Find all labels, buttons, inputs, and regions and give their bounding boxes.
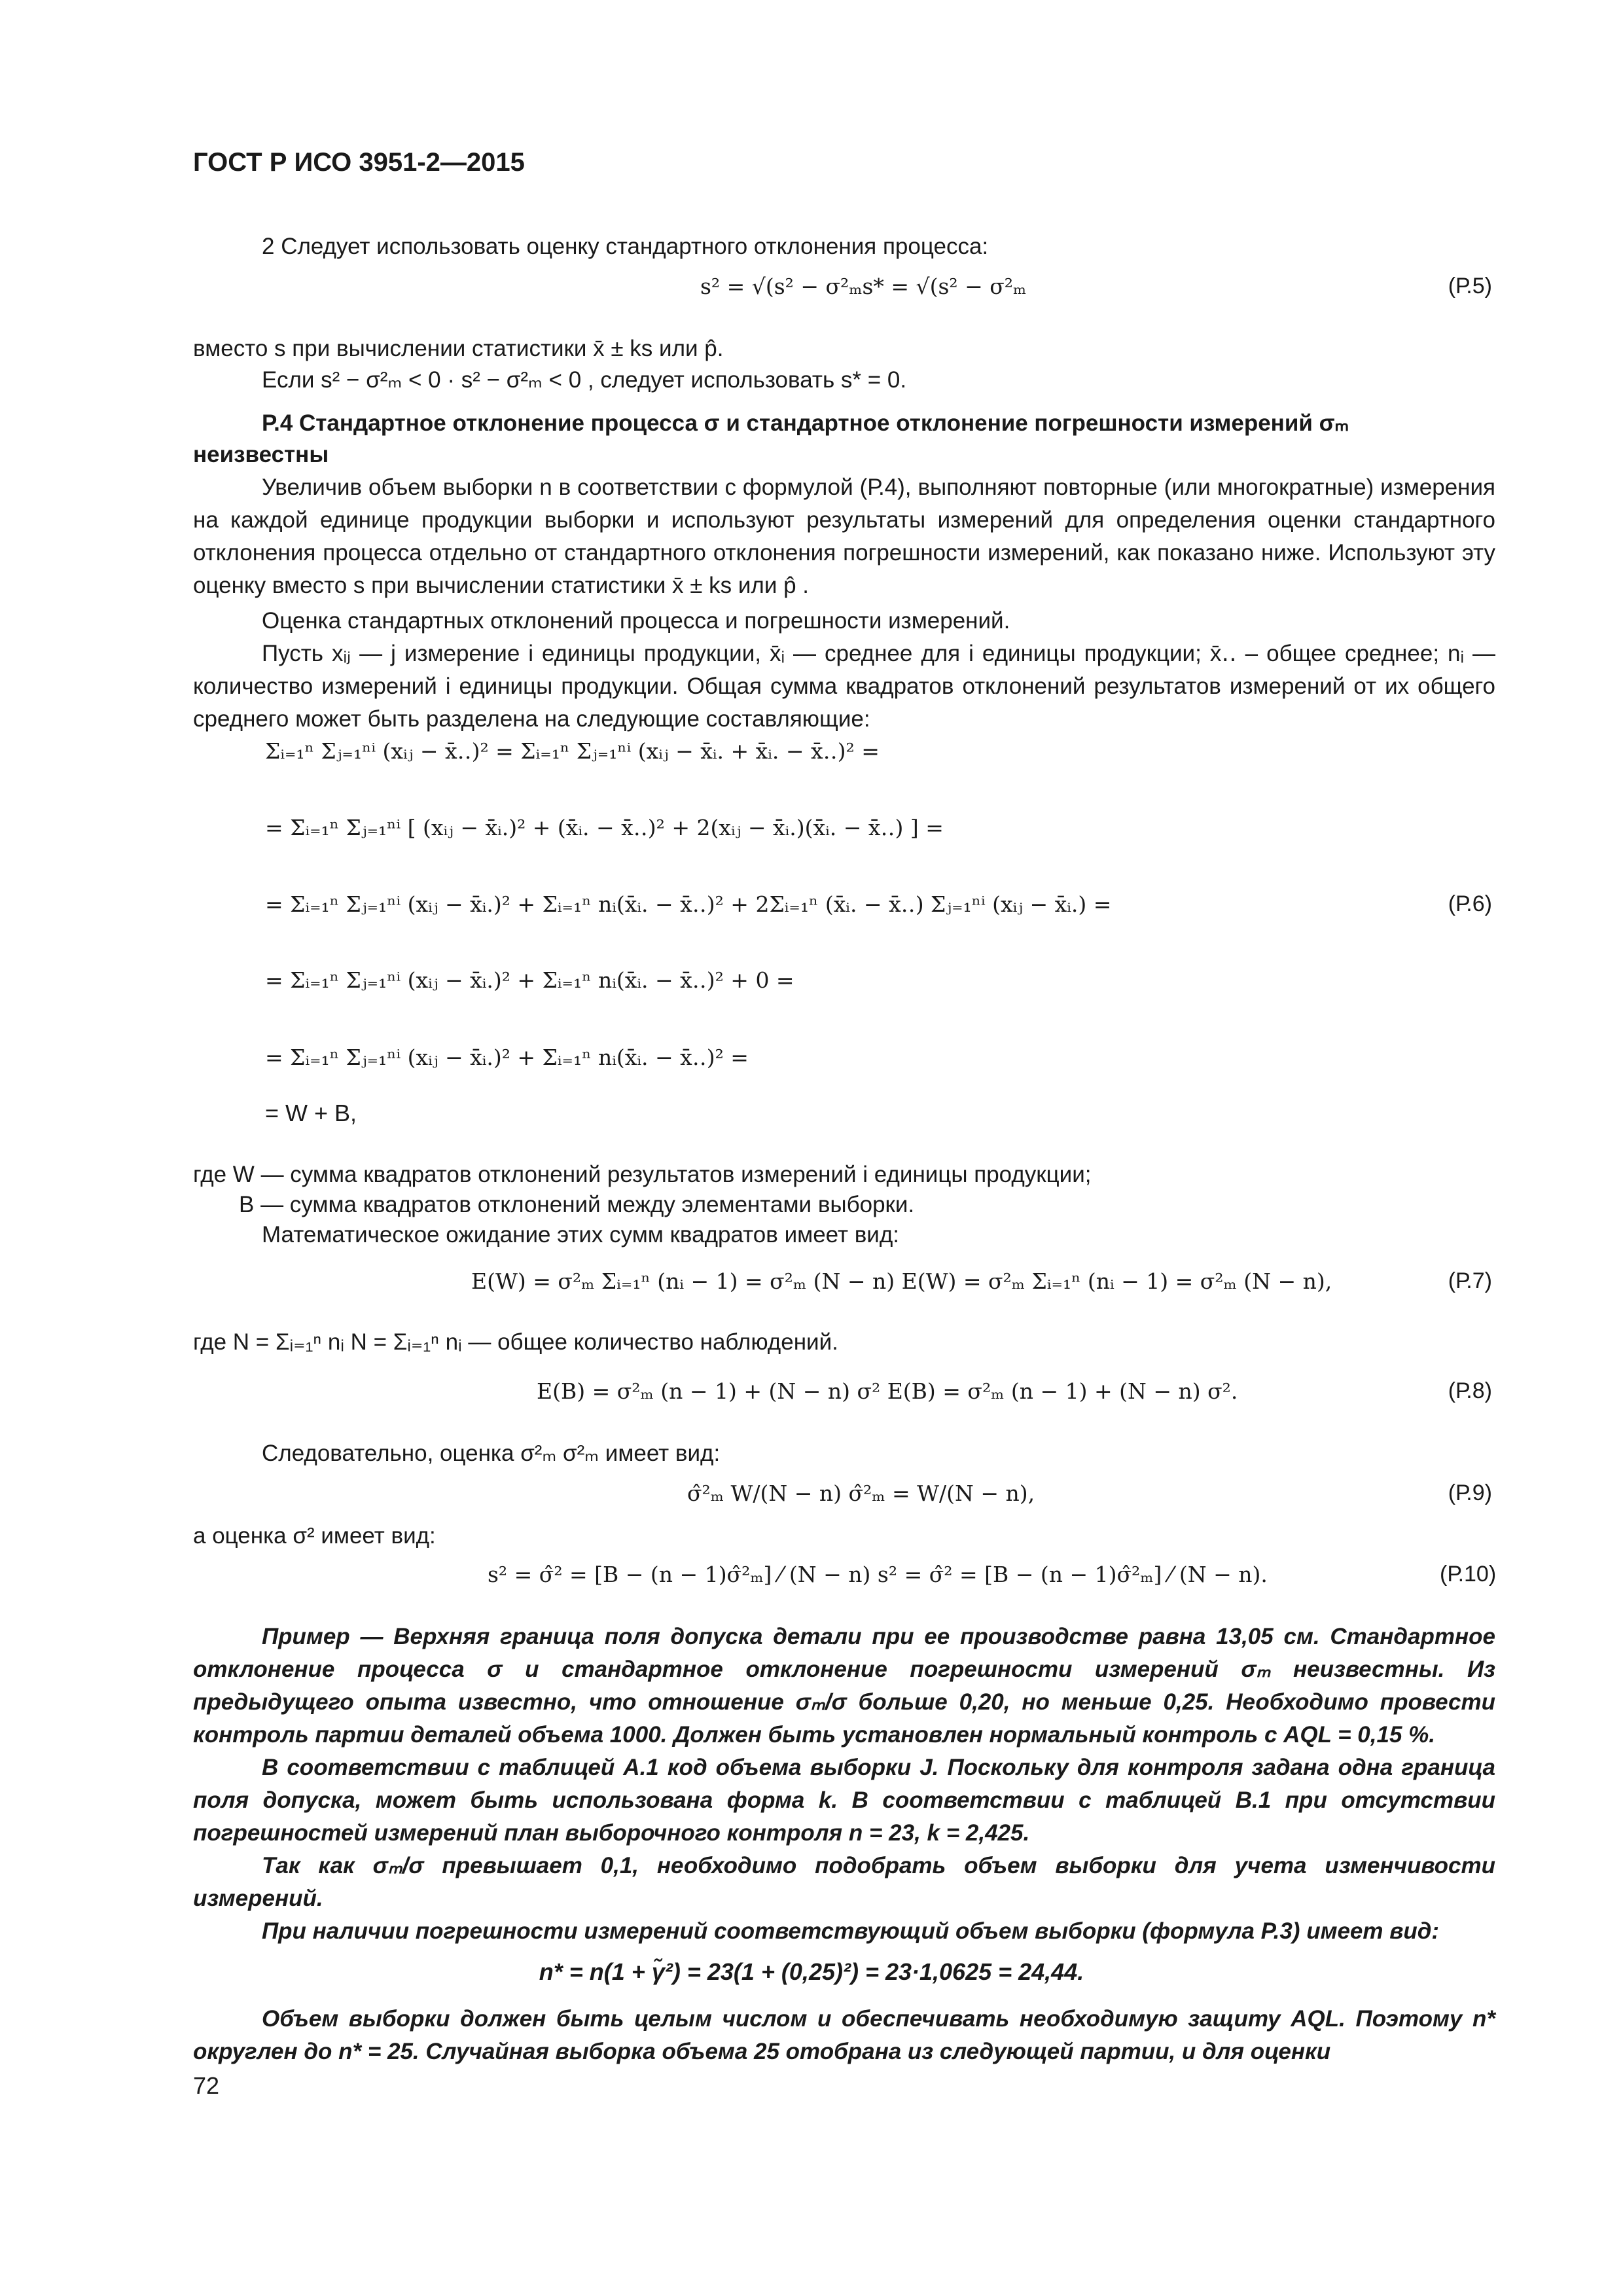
where-b: B — сумма квадратов отклонений между элементами выборки. (239, 1192, 915, 1217)
where-n: где N = Σᵢ₌₁ⁿ nᵢ N = Σᵢ₌₁ⁿ nᵢ — общее количество наблюдений. (193, 1329, 838, 1355)
section-p4-paragraph3: Пусть xᵢⱼ — j измерение i единицы продукции, x̄ᵢ — среднее для i единицы продукции; x̄‥ – общее среднее; nᵢ — количество измерений i единицы продукции. Общая сумма квадратов отклонений результатов измерений от их общего среднего может быть разделена на следующие составляющие: (193, 641, 1495, 732)
sigma-estimate-intro: а оценка σ² имеет вид: (193, 1523, 436, 1549)
document-header: ГОСТ Р ИСО 3951-2—2015 (193, 148, 525, 177)
example-paragraph2: В соответствии с таблицей А.1 код объема выборки J. Поскольку для контроля задана одна граница поля допуска, может быть использована форма k. В соответствии с таблицей В.1 при отсутствии погрешностей измерений план выборочного контроля n = 23, k = 2,425. (193, 1755, 1495, 1846)
formula-p8: E(B) = σ²ₘ (n − 1) + (N − n) σ² E(B) = σ²ₘ (n − 1) + (N − n) σ². (537, 1378, 1238, 1404)
formula-p6-line4: = Σᵢ₌₁ⁿ Σⱼ₌₁ⁿⁱ (xᵢⱼ − x̄ᵢ.)² + Σᵢ₌₁ⁿ nᵢ(x̄ᵢ. − x̄‥)² + 0 = (265, 967, 794, 993)
note2-intro: 2 Следует использовать оценку стандартного отклонения процесса: (262, 234, 989, 259)
formula-p7: E(W) = σ²ₘ Σᵢ₌₁ⁿ (nᵢ − 1) = σ²ₘ (N − n) E(W) = σ²ₘ Σᵢ₌₁ⁿ (nᵢ − 1) = σ²ₘ (N − n), (471, 1268, 1332, 1294)
section-p4-title-line2: неизвестны (193, 442, 329, 467)
instead-line: вместо s при вычислении статистики x̄ ± ks или p̂. (193, 336, 724, 361)
formula-p5-number: (Р.5) (1448, 274, 1492, 298)
section-p4-paragraph2: Оценка стандартных отклонений процесса и погрешности измерений. (262, 608, 1010, 634)
section-p4-paragraph1: Увеличив объем выборки n в соответствии с формулой (Р.4), выполняют повторные (или многократные) измерения на каждой единице продукции выборки и используют результаты измерений для определения оценки стандартного отклонения процесса отдельно от стандартного отклонения погрешности измерений, как показано ниже. Используют эту оценку вместо s при вычислении статистики x̄ ± ks или p̂ . (193, 475, 1495, 598)
if-line: Если s² − σ²ₘ < 0 · s² − σ²ₘ < 0 , следует использовать s* = 0. (262, 367, 907, 393)
formula-p6-line5: = Σᵢ₌₁ⁿ Σⱼ₌₁ⁿⁱ (xᵢⱼ − x̄ᵢ.)² + Σᵢ₌₁ⁿ nᵢ(x̄ᵢ. − x̄‥)² = (265, 1045, 749, 1070)
formula-p6-line6: = W + B, (265, 1100, 357, 1126)
formula-p6-line1: Σᵢ₌₁ⁿ Σⱼ₌₁ⁿⁱ (xᵢⱼ − x̄‥)² = Σᵢ₌₁ⁿ Σⱼ₌₁ⁿⁱ (xᵢⱼ − x̄ᵢ. + x̄ᵢ. − x̄‥)² = (265, 738, 880, 764)
where-w: где W — сумма квадратов отклонений результатов измерений i единицы продукции; (193, 1162, 1092, 1187)
page-number: 72 (193, 2072, 220, 2099)
formula-p6-line3: = Σᵢ₌₁ⁿ Σⱼ₌₁ⁿⁱ (xᵢⱼ − x̄ᵢ.)² + Σᵢ₌₁ⁿ nᵢ(x̄ᵢ. − x̄‥)² + 2Σᵢ₌₁ⁿ (x̄ᵢ. − x̄‥) Σⱼ₌₁ⁿⁱ (xᵢⱼ − x̄ᵢ.) = (265, 891, 1112, 917)
formula-p7-number: (Р.7) (1448, 1268, 1492, 1293)
formula-p9-number: (Р.9) (1448, 1480, 1492, 1505)
example-formula: n* = n(1 + γ̃²) = 23(1 + (0,25)²) = 23·1,0625 = 24,44. (539, 1958, 1084, 1985)
formula-p6-line2: = Σᵢ₌₁ⁿ Σⱼ₌₁ⁿⁱ [ (xᵢⱼ − x̄ᵢ.)² + (x̄ᵢ. − x̄‥)² + 2(xᵢⱼ − x̄ᵢ.)(x̄ᵢ. − x̄‥) ] = (265, 815, 944, 840)
example-paragraph1: Пример — Верхняя граница поля допуска детали при ее производстве равна 13,05 см. Стандартное отклонение процесса σ и стандартное отклонение погрешности измерений σₘ неизвестны. Из предыдущего опыта известно, что отношение σₘ/σ больше 0,20, но меньше 0,25. Необходимо провести контроль партии деталей объема 1000. Должен быть установлен нормальный контроль с AQL = 0,15 %. (193, 1624, 1495, 1748)
formula-p10-number: (Р.10) (1440, 1562, 1497, 1587)
therefore-line: Следовательно, оценка σ²ₘ σ²ₘ имеет вид: (262, 1441, 721, 1466)
example-paragraph5: Объем выборки должен быть целым числом и обеспечивать необходимую защиту AQL. Поэтому n* округлен до n* = 25. Случайная выборка объема 25 отобрана из следующей партии, и для оценки (193, 2006, 1495, 2064)
formula-p8-number: (Р.8) (1448, 1378, 1492, 1403)
math-expectation-intro: Математическое ожидание этих сумм квадратов имеет вид: (262, 1222, 900, 1247)
formula-p5: s² = √(s² − σ²ₘs* = √(s² − σ²ₘ (700, 274, 1027, 299)
formula-p10: s² = σ̂² = [B − (n − 1)σ̂²ₘ] ⁄ (N − n) s² = σ̂² = [B − (n − 1)σ̂²ₘ] ⁄ (N − n). (488, 1562, 1268, 1587)
formula-p6-number: (Р.6) (1448, 891, 1492, 916)
example-paragraph3: Так как σₘ/σ превышает 0,1, необходимо подобрать объем выборки для учета изменчивости измерений. (193, 1853, 1495, 1911)
section-p4-title-line1: Р.4 Стандартное отклонение процесса σ и стандартное отклонение погрешности измерений σₘ (262, 410, 1349, 436)
example-paragraph4: При наличии погрешности измерений соответствующий объем выборки (формула Р.3) имеет вид: (262, 1918, 1440, 1944)
formula-p9: σ̂²ₘ W/(N − n) σ̂²ₘ = W/(N − n), (687, 1480, 1035, 1506)
